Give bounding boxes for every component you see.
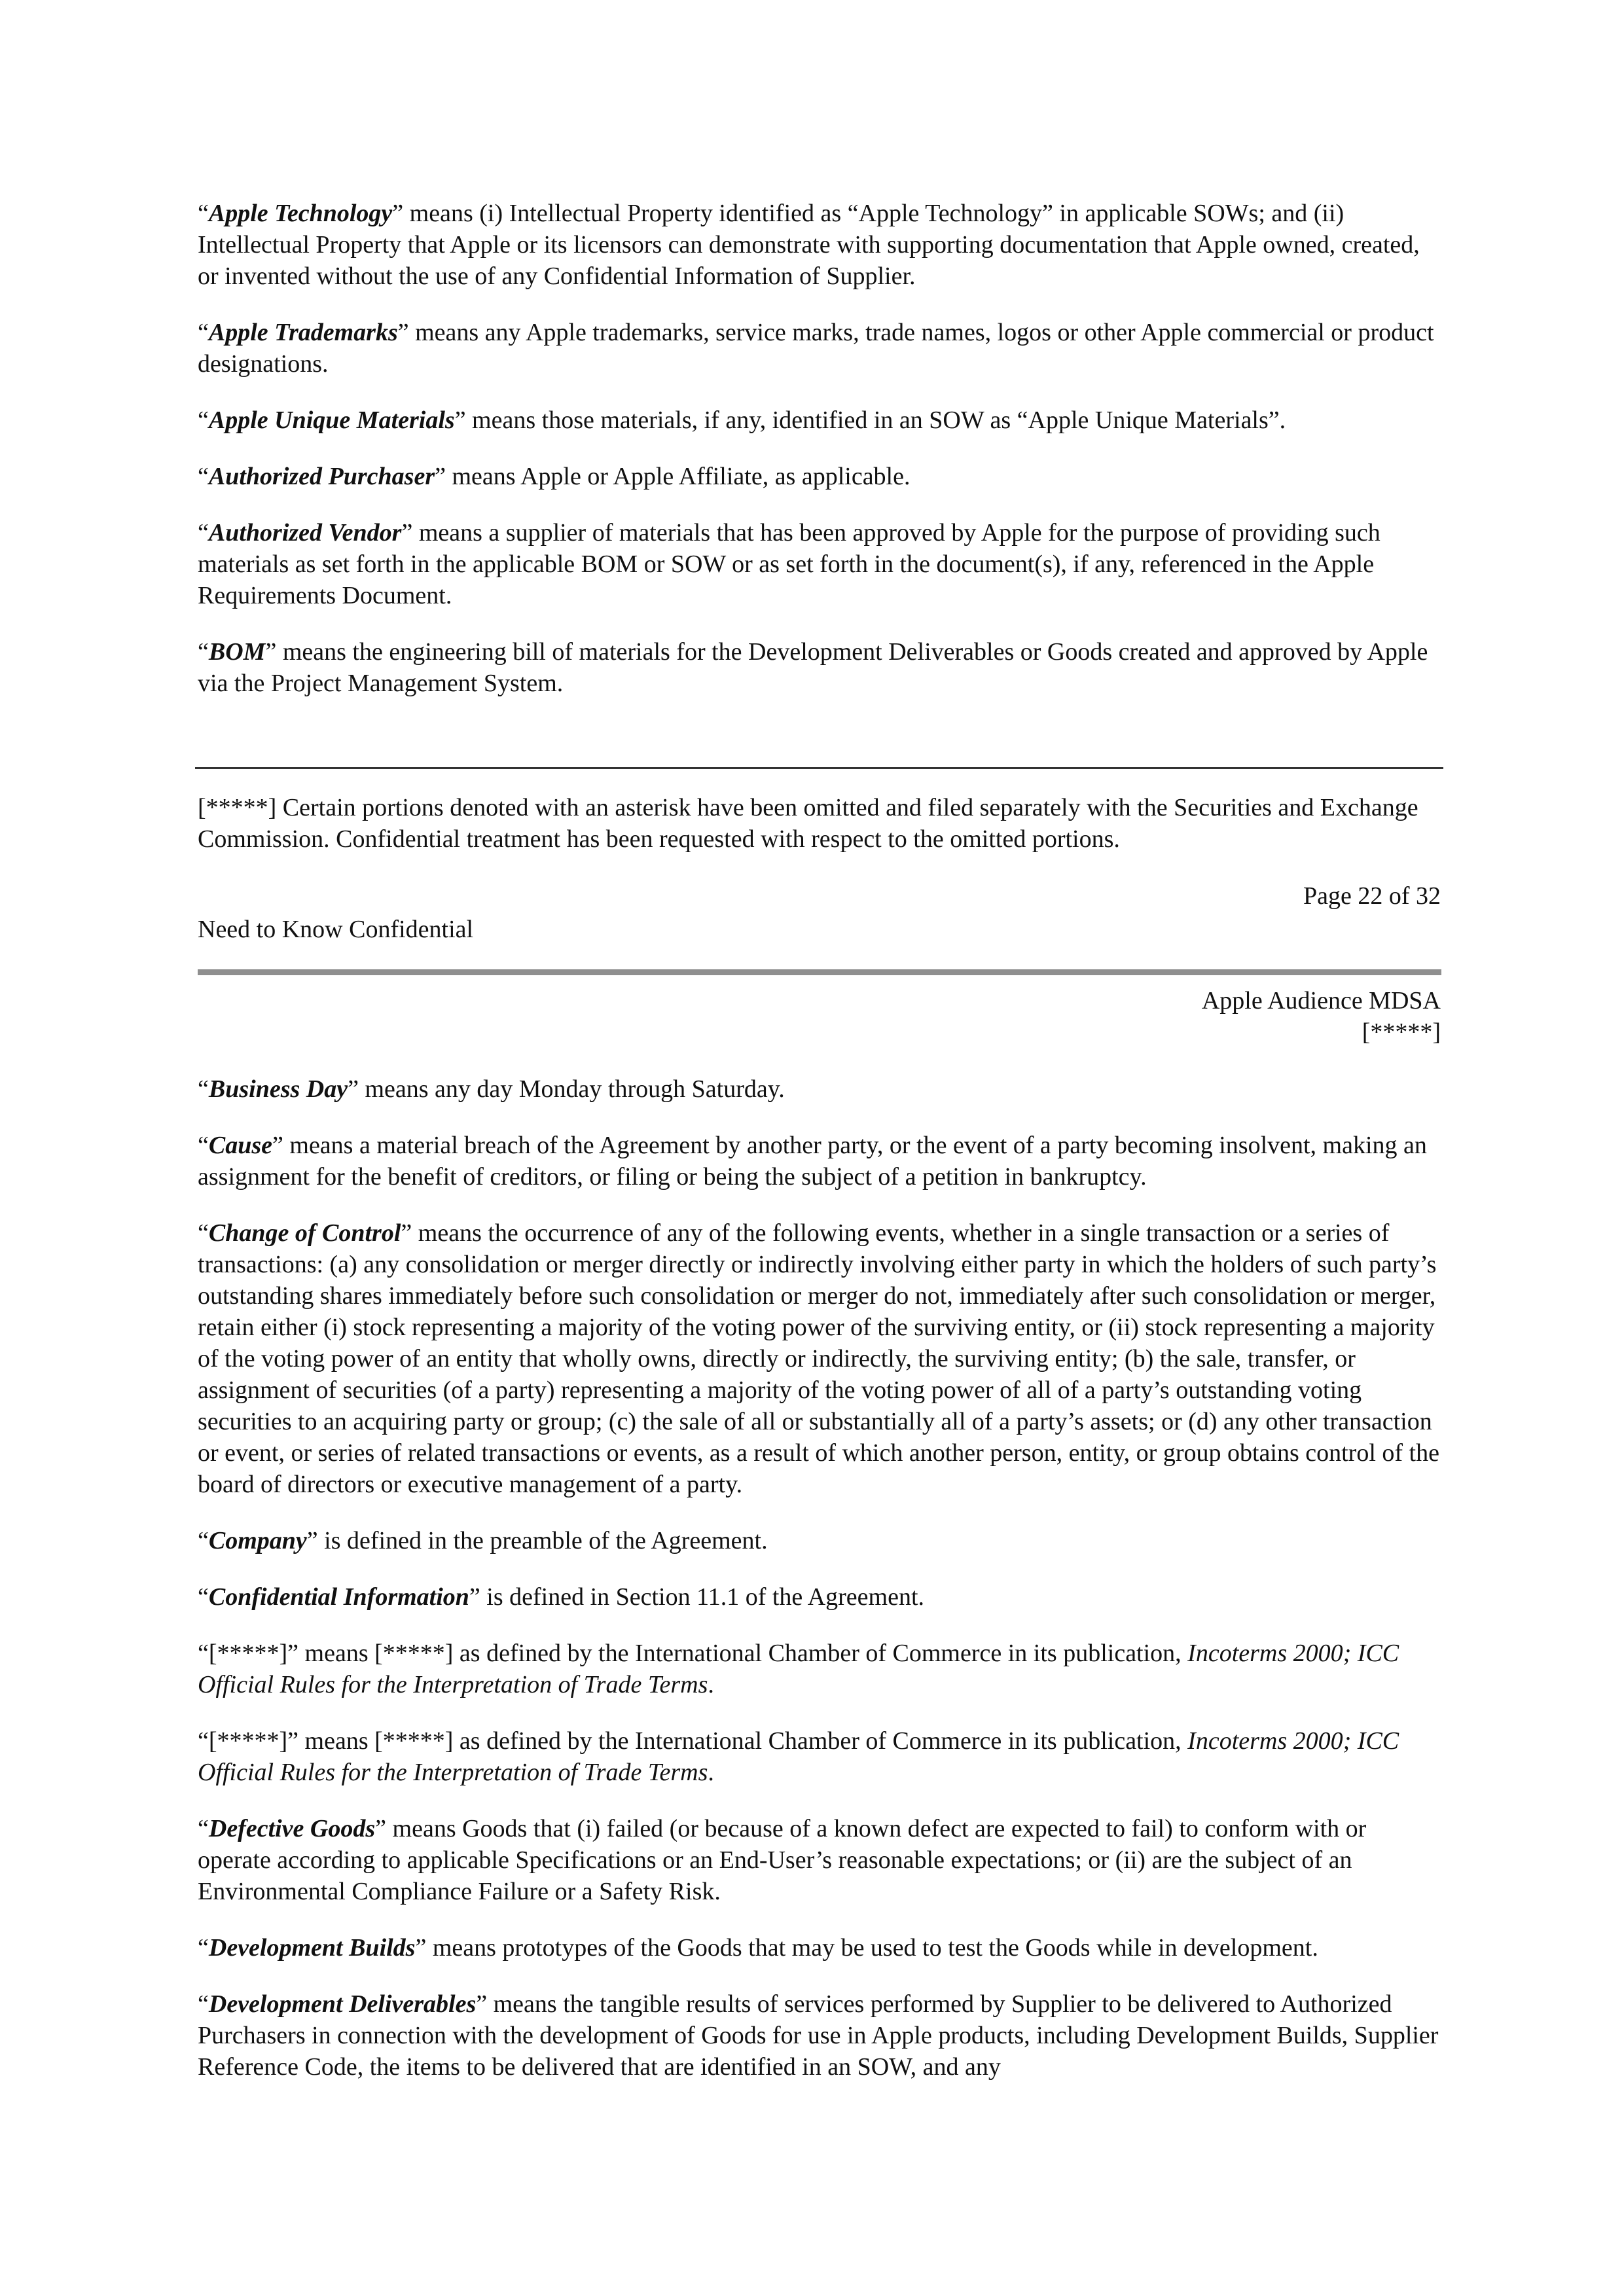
defined-term: BOM	[208, 638, 266, 666]
defined-term: Development Deliverables	[208, 1990, 477, 2018]
definition-text: ” is defined in the preamble of the Agreement.	[306, 1527, 768, 1554]
definition-text: ” means the engineering bill of materials for the Development Deliverables or Goods created and approved by Apple via the Project Management System.	[198, 638, 1428, 697]
definition-apple-trademarks: “Apple Trademarks” means any Apple trademarks, service marks, trade names, logos or other Apple commercial or product designations.	[198, 319, 1434, 378]
definitions-section-top	[198, 198, 1441, 699]
definition-development-deliverables: “Development Deliverables” means the tangible results of services performed by Supplier to be delivered to Authorized Purchasers in connection with the development of Goods for use in Apple products, including Development Builds, Supplier Reference Code, the items to be delivered that are identified in an SOW, and any	[198, 1990, 1439, 2081]
defined-term: Apple Trademarks	[208, 319, 398, 346]
defined-term: Business Day	[208, 1075, 348, 1103]
defined-term: Confidential Information	[208, 1583, 469, 1611]
definition-text: ” means Apple or Apple Affiliate, as applicable.	[435, 463, 911, 490]
definition-incoterm-1	[198, 1638, 1441, 1700]
footnote: [*****] Certain portions denoted with an asterisk have been omitted and filed separately with the Securities and Exchange Commission. Confidential treatment has been requested with respect to the omitted portions.	[198, 794, 1418, 853]
definition-text: ” means a supplier of materials that has been approved by Apple for the purpose of providing such materials as set forth in the applicable BOM or SOW or as set forth in the document(s), if any, referenced in the Apple Requirements Document.	[198, 519, 1380, 609]
defined-term: Authorized Purchaser	[208, 463, 435, 490]
header-code: [*****]	[1362, 1018, 1441, 1046]
defined-term: Authorized Vendor	[208, 519, 402, 547]
definition-end: .	[708, 1759, 714, 1786]
definition-text: “[*****]” means [*****] as defined by the International Chamber of Commerce in its publication,	[198, 1727, 1188, 1755]
definition-apple-technology: “Apple Technology” means (i) Intellectual Property identified as “Apple Technology” in applicable SOWs; and (ii) Intellectual Property that Apple or its licensors can demonstrate with supporting documentation that Apple owned, created, or invented without the use of any Confidential Information of Supplier.	[198, 200, 1420, 290]
definition-text: ” means (i) Intellectual Property identified as “Apple Technology” in applicable SOWs; and (ii) Intellectual Property that Apple or its licensors can demonstrate with supporting documentation that Apple owned, created, or invented without the use of any Confidential Information of Supplier.	[198, 200, 1420, 290]
definition-development-builds: “Development Builds” means prototypes of the Goods that may be used to test the Goods while in development.	[198, 1934, 1318, 1962]
definition-incoterm-2	[198, 1725, 1441, 1788]
publication-title: Incoterms 2000; ICC Official Rules for the Interpretation of Trade Terms	[198, 1727, 1399, 1786]
header-title: Apple Audience MDSA	[1201, 987, 1441, 1014]
definition-end: .	[708, 1671, 714, 1698]
definition-text: ” means Goods that (i) failed (or because of a known defect are expected to fail) to conform with or operate according to applicable Specifications or an End-User’s reasonable expectations; or (ii) are the subject of an Environmental Compliance Failure or a Safety Risk.	[198, 1815, 1367, 1905]
definition-apple-unique-materials: “Apple Unique Materials” means those materials, if any, identified in an SOW as “Apple Unique Materials”.	[198, 406, 1286, 434]
definition-cause: “Cause” means a material breach of the Agreement by another party, or the event of a party becoming insolvent, making an assignment for the benefit of creditors, or filing or being the subject of a petition in bankruptcy.	[198, 1132, 1427, 1191]
definition-text: ” means the occurrence of any of the following events, whether in a single transaction or a series of transactions: (a) any consolidation or merger directly or indirectly involving either party in which the holders of such party’s outstanding shares immediately before such consolidation or merger do not, immediately after such consolidation or merger, retain either (i) stock representing a majority of the voting power of the surviving entity, or (ii) stock representing a majority of the voting power of an entity that wholly owns, directly or indirectly, the surviving entity; (b) the sale, transfer, or assignment of securities (of a party) representing a majority of the voting power of all of a party’s outstanding voting securities to an acquiring party or group; (c) the sale of all or substantially all of a party’s assets; or (d) any other transaction or event, or series of related transactions or events, as a result of which another person, entity, or group obtains control of the board of directors or executive management of a party.	[198, 1219, 1439, 1498]
definition-text: ” means any Apple trademarks, service marks, trade names, logos or other Apple commercial or product designations.	[198, 319, 1434, 378]
defined-term: Defective Goods	[208, 1815, 376, 1842]
definition-bom: “BOM” means the engineering bill of materials for the Development Deliverables or Goods created and approved by Apple via the Project Management System.	[198, 638, 1428, 697]
publication-title: Incoterms 2000; ICC Official Rules for the Interpretation of Trade Terms	[198, 1640, 1399, 1698]
definition-text: ” means those materials, if any, identified in an SOW as “Apple Unique Materials”.	[454, 406, 1286, 434]
footnote-divider	[195, 767, 1443, 769]
defined-term: Development Builds	[208, 1934, 416, 1962]
definition-text: ” means prototypes of the Goods that may be used to test the Goods while in development.	[415, 1934, 1318, 1962]
footer-label: Need to Know Confidential	[198, 916, 474, 943]
definition-text: ” means a material breach of the Agreement by another party, or the event of a party becoming insolvent, making an assignment for the benefit of creditors, or filing or being the subject of a petition in bankruptcy.	[198, 1132, 1427, 1191]
running-header	[1202, 985, 1441, 1048]
definition-authorized-purchaser: “Authorized Purchaser” means Apple or Apple Affiliate, as applicable.	[198, 463, 911, 490]
definition-confidential-information: “Confidential Information” is defined in Section 11.1 of the Agreement.	[198, 1583, 924, 1611]
definition-text: “[*****]” means [*****] as defined by the International Chamber of Commerce in its publication,	[198, 1640, 1188, 1667]
definition-change-of-control: “Change of Control” means the occurrence of any of the following events, whether in a single transaction or a series of transactions: (a) any consolidation or merger directly or indirectly involving either party in which the holders of such party’s outstanding shares immediately before such consolidation or merger do not, immediately after such consolidation or merger, retain either (i) stock representing a majority of the voting power of the surviving entity, or (ii) stock representing a majority of the voting power of an entity that wholly owns, directly or indirectly, the surviving entity; (b) the sale, transfer, or assignment of securities (of a party) representing a majority of the voting power of all of a party’s outstanding voting securities to an acquiring party or group; (c) the sale of all or substantially all of a party’s assets; or (d) any other transaction or event, or series of related transactions or events, as a result of which another person, entity, or group obtains control of the board of directors or executive management of a party.	[198, 1219, 1439, 1498]
definition-text: ” is defined in Section 11.1 of the Agreement.	[469, 1583, 924, 1611]
definition-business-day: “Business Day” means any day Monday through Saturday.	[198, 1075, 785, 1103]
page-number: Page 22 of 32	[1303, 882, 1441, 910]
definition-text: ” means the tangible results of services performed by Supplier to be delivered to Authorized Purchasers in connection with the development of Goods for use in Apple products, including Development Builds, Supplier Reference Code, the items to be delivered that are identified in an SOW, and any	[198, 1990, 1439, 2081]
page-break-divider	[198, 969, 1441, 975]
defined-term: Cause	[208, 1132, 273, 1159]
definition-authorized-vendor: “Authorized Vendor” means a supplier of materials that has been approved by Apple for the purpose of providing such materials as set forth in the applicable BOM or SOW or as set forth in the document(s), if any, referenced in the Apple Requirements Document.	[198, 519, 1380, 609]
defined-term: Change of Control	[208, 1219, 401, 1247]
definition-defective-goods: “Defective Goods” means Goods that (i) failed (or because of a known defect are expected to fail) to conform with or operate according to applicable Specifications or an End-User’s reasonable expectations; or (ii) are the subject of an Environmental Compliance Failure or a Safety Risk.	[198, 1815, 1367, 1905]
defined-term: Company	[208, 1527, 307, 1554]
definition-company: “Company” is defined in the preamble of the Agreement.	[198, 1527, 768, 1554]
defined-term: Apple Technology	[208, 200, 393, 227]
defined-term: Apple Unique Materials	[208, 406, 455, 434]
definitions-section-bottom	[198, 1073, 1441, 2083]
definition-text: ” means any day Monday through Saturday.	[348, 1075, 785, 1103]
